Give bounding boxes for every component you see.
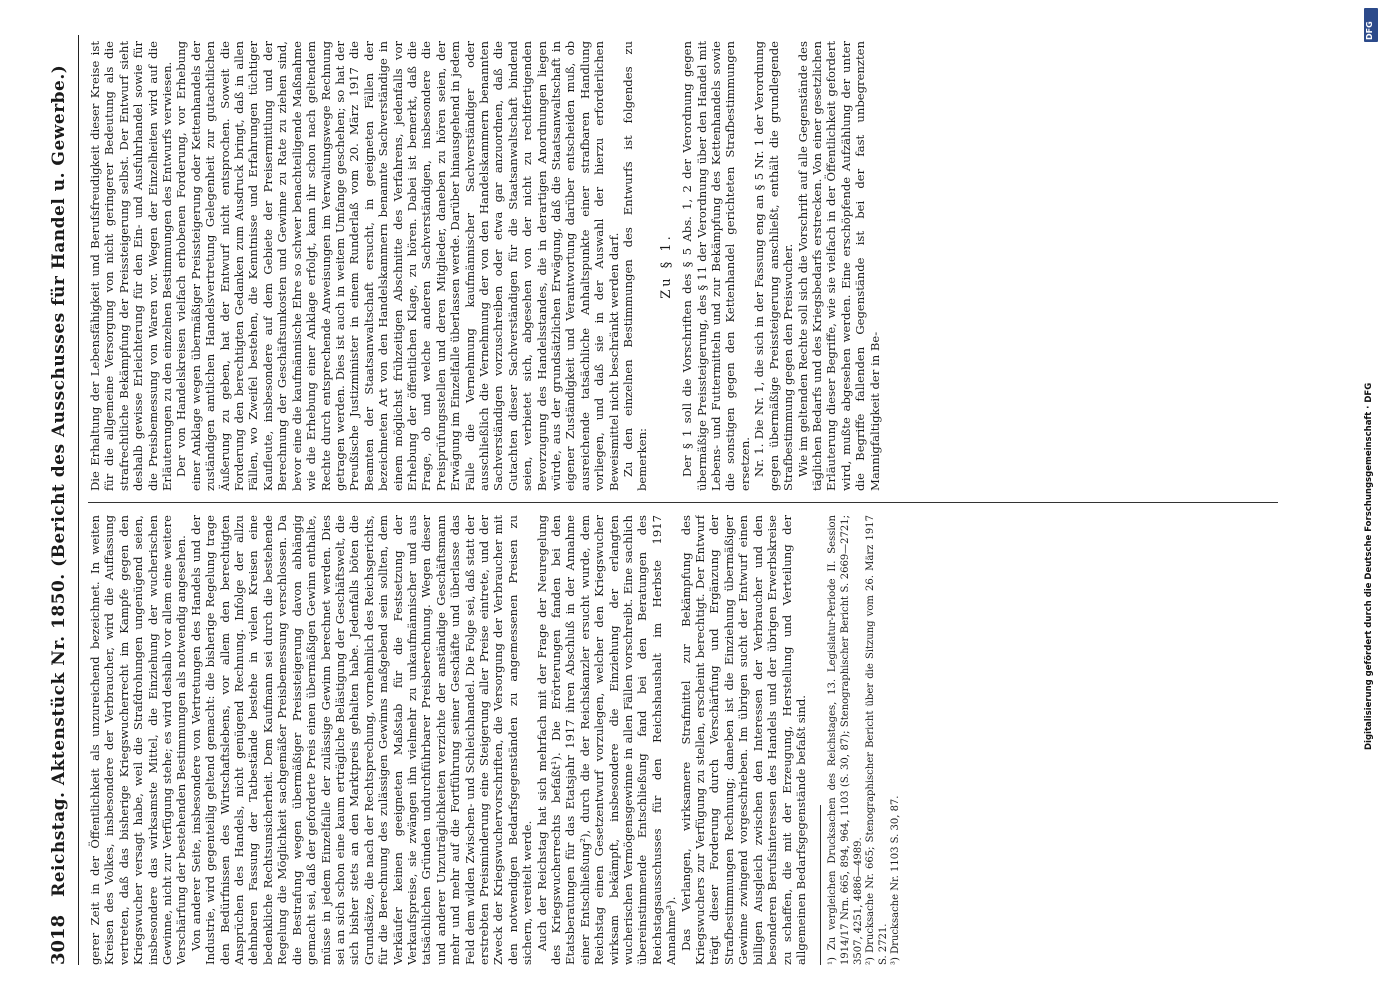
paragraph: Die Erhaltung der Lebensfähigkeit und Berufsfreudigkeit dieser Kreise ist für die allgemeine Versorgung von nicht geringerer Bedeutung als die strafrechtliche Bekämpfung der Preissteigerung selbst. Der Entwurf sieht deshalb gewisse Erleichterung für den Ein- und Ausfuhrhandel sowie für die Preisbemessung von Waren vor. Wegen der Einzelheiten wird auf die Erläuterungen zu den einzelnen Bestimmungen des Entwurfs verwiesen. [88,41,175,491]
footnote: ³) Drucksache Nr. 1103 S. 30, 87. [890,795,902,965]
footnote: ²) Drucksache Nr. 665; Stenographischer Bericht über die Sitzung vom 26. März 1917 S. 2721. [865,515,889,965]
dfg-logo-text: DFG [1365,21,1374,40]
left-column [88,515,1288,965]
page-header [48,35,78,965]
dfg-logo [1364,8,1378,42]
running-title: Reichstag. Aktenstück Nr. 1850. (Bericht des Ausschusses für Handel u. Gewerbe.) [49,64,69,897]
digitization-note-text: Digitalisierung gefördert durch die Deutsche Forschungsgemeinschaft · DFG [1364,382,1374,750]
page-number: 3018 [48,914,69,965]
header-rule [78,35,79,965]
footnotes [827,515,903,965]
paragraph: Das Verlangen, wirksamere Strafmittel zur Bekämpfung des Kriegswuchers zur Verfügung zu stellen, erscheint berechtigt. Der Entwurf trägt dieser Forderung durch Verschärfung und Ergänzung der Strafbestimmungen Rechnung; daneben ist die Einziehung übermäßiger Gewinne zwingend vorgeschrieben. Im übrigen sucht der Entwurf einen billigen Ausgleich zwischen den Interessen der Verbraucher und den besonderen Berufsinteressen des Handels und der übrigen Erwerbskreise zu schaffen, die mit der Erzeugung, Herstellung und Verteilung der allgemeinen Bedarfsgegenstände befaßt sind. [678,515,808,965]
paragraph: Der § 1 soll die Vorschriften des § 5 Abs. 1, 2 der Verordnung gegen übermäßige Preissteigerung, des § 11 der Verordnung über den Handel mit Lebens- und Futtermitteln und zur Bekämpfung des Kettenhandels sowie die sonstigen gegen den Kettenhandel gerichteten Strafbestimmungen ersetzen. [680,41,752,491]
paragraph: gerer Zeit in der Öffentlichkeit als unzureichend bezeichnet. In weiten Kreisen des Volkes, insbesondere der Verbraucher, wird die Auffassung vertreten, daß das bisherige Kriegswucherrecht im Kampfe gegen den Kriegswucher versagt habe, weil die Strafdrohungen ungenügend seien, insbesondere das wirksamste Mittel, die Einziehung der wucherischen Gewinne, nicht zur Verfügung stehe; es wird deshalb vor allem eine weitere Verschärfung der bestehenden Bestimmungen als notwendig angesehen. [88,515,189,965]
section-heading: Zu § 1. [658,233,674,299]
footnote: ¹) Zu vergleichen Drucksachen des Reichstages, 13. Legislatur-Periode II. Session 1914/17 Nrn. 665, 894, 964, 1103 (S. 30, 87); Stenographischer Bericht S. 2669—2721; 3507, 4251, 4886—4989. [827,515,864,965]
paragraph: Wie im geltenden Rechte soll sich die Vorschrift auf alle Gegenstände des täglichen Bedarfs und des Kriegsbedarfs erstrecken. Von einer gesetzlichen Erläuterung dieser Begriffe, wie sie vielfach in der Öffentlichkeit gefordert wird, mußte abgesehen werden. Eine erschöpfende Aufzählung der unter die Begriffe fallenden Gegenstände ist bei der fast unbegrenzten Mannigfaltigkeit der in Be- [795,41,882,491]
paragraph: Nr. 1. Die Nr. 1, die sich in der Fassung eng an § 5 Nr. 1 der Verordnung gegen übermäßige Preissteigerung anschließt, enthält die grundlegende Strafbestimmung gegen den Preiswucher. [752,41,796,491]
footnote-rule [820,805,821,965]
rotated-document-page [48,35,1298,965]
digitization-note [1364,190,1378,750]
right-column [88,41,1288,491]
paragraph: Von anderer Seite, insbesondere von Vertretungen des Handels und der Industrie, wird gegenteilig geltend gemacht: die bisherige Regelung trage den Bedürfnissen des Wirtschaftslebens, vor allem den berechtigten Ansprüchen des Handels, nicht genügend Rechnung. Infolge der allzu dehnbaren Fassung der Tatbestände bestehe in vielen Kreisen eine bedenkliche Rechtsunsicherheit. Dem Kaufmann sei durch die bestehende Regelung die Möglichkeit sachgemäßer Preisbemessung verschlossen. Da die Bestrafung wegen übermäßiger Preissteigerung davon abhängig gemacht sei, daß der geforderte Preis einen übermäßigen Gewinn enthalte, müsse in jedem Einzelfalle der zulässige Gewinn berechnet werden. Dies sei an sich schon eine kaum erträgliche Belästigung der Geschäftswelt, die sich bisher stets an den Marktpreis gehalten habe. Jedenfalls böten die Grundsätze, die nach der Rechtsprechung, vornehmlich des Reichsgerichts, für die Berechnung des zulässigen Gewinns maßgebend sein sollten, dem Verkäufer keinen geeigneten Maßstab für die Festsetzung der Verkaufspreise, sie zwängen ihn vielmehr zu unkaufmännischer und aus tatsächlichen Gründen undurchführbarer Preisberechnung. Wegen dieser und anderer Unzuträglichkeiten verzichte der anständige Geschäftsmann mehr und mehr auf die Fortführung seiner Geschäfte und überlasse das Feld dem wilden Zwischen- und Schleichhandel. Die Folge sei, daß statt der erstrebten Preisminderung eine Steigerung aller Preise eintrete, und der Zweck der Kriegswuchervorschriften, die Versorgung der Verbraucher mit den notwendigen Bedarfsgegenständen zu angemessenen Preisen zu sichern, vereitelt werde. [188,515,535,965]
column-divider [88,502,1278,503]
paragraph: Zu den einzelnen Bestimmungen des Entwurfs ist folgendes zu bemerken: [621,41,650,491]
paragraph: Der von Handelskreisen vielfach erhobenen Forderung, vor Erhebung einer Anklage wegen übermäßiger Preissteigerung oder Kettenhandels der zuständigen amtlichen Handelsvertretung Gelegenheit zur gutachtlichen Äußerung zu geben, hat der Entwurf nicht entsprochen. Soweit die Forderung den berechtigten Gedanken zum Ausdruck bringt, daß in allen Fällen, wo Zweifel bestehen, die Kenntnisse und Erfahrungen tüchtiger Kaufleute, insbesondere auf dem Gebiete der Preisermittlung und der Berechnung der Geschäftsunkosten und Gewinne zu Rate zu ziehen sind, bevor eine die kaufmännische Ehre so schwer benachteiligende Maßnahme wie die Erhebung einer Anklage erfolgt, kann ihr schon nach geltendem Rechte durch entsprechende Anweisungen im Verwaltungswege Rechnung getragen werden. Dies ist auch in weitem Umfange geschehen; so hat der Preußische Justizminister in einem Runderlaß vom 20. März 1917 die Beamten der Staatsanwaltschaft ersucht, in geeigneten Fällen der bezeichneten Art von den Handelskammern benannte Sachverständige in einem möglichst frühzeitigen Abschnitte des Verfahrens, jedenfalls vor Erhebung der öffentlichen Klage, zu hören. Dabei ist bemerkt, daß die Frage, ob und welche anderen Sachverständigen, insbesondere die Preisprüfungsstellen und deren Mitglieder, daneben zu hören seien, der Erwägung im Einzelfalle überlassen werde. Darüber hinausgehend in jedem Falle die Vernehmung kaufmännischer Sachverständiger oder ausschließlich die Vernehmung der von den Handelskammern benannten Sachverständigen vorzuschreiben oder etwa gar anzuordnen, daß die Gutachten dieser Sachverständigen für die Staatsanwaltschaft bindend seien, verbietet sich, abgesehen von der nicht zu rechtfertigenden Bevorzugung des Handelsstandes, die in derartigen Anordnungen liegen würde, aus der grundsätzlichen Erwägung, daß die Staatsanwaltschaft in eigener Zuständigkeit und Verantwortung darüber entscheiden muß, ob ausreichende tatsächliche Anhaltspunkte einer strafbaren Handlung vorliegen, und daß sie in der Auswahl der hierzu erforderlichen Beweismittel nicht beschränkt werden darf. [174,41,621,491]
paragraph: Auch der Reichstag hat sich mehrfach mit der Frage der Neuregelung des Kriegswucherrechts befaßt¹). Die Erörterungen fanden bei den Etatsberatungen für das Etatsjahr 1917 ihren Abschluß in der Annahme einer Entschließung²), durch die der Reichskanzler ersucht wurde, dem Reichstag einen Gesetzentwurf vorzulegen, welcher den Kriegswucher wirksam bekämpft, insbesondere die Einziehung der erlangten wucherischen Vermögensgewinne in allen Fällen vorschreibt. Eine sachlich übereinstimmende Entschließung fand bei den Beratungen des Reichstagsausschusses für den Reichshaushalt im Herbste 1917 Annahme³). [534,515,679,965]
